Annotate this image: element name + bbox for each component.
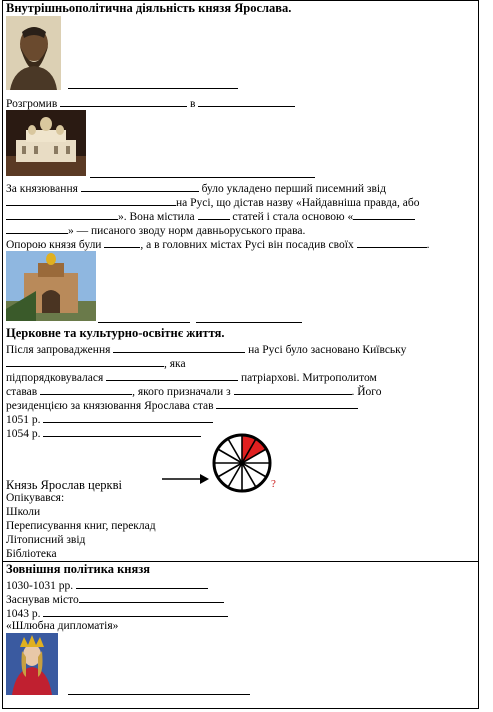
church-support-label: Князь Ярослав церкві (6, 478, 122, 492)
blank-line (90, 177, 315, 178)
paragraph-line: ставав , якого призначали з . Його (6, 386, 382, 398)
paragraph-line: , яка (6, 356, 186, 371)
year-1030-line: 1030-1031 рр. (6, 578, 208, 593)
wheel-diagram (211, 432, 273, 494)
question-mark: ? (271, 478, 276, 490)
paragraph-line: резиденцією за князювання Ярослава став (6, 398, 358, 413)
blank-line (68, 88, 238, 89)
paragraph-line: Опорою князя були , а в головних містах Русі він посадив своїх . (6, 239, 430, 251)
golden-gate-image (6, 251, 96, 321)
arrow-icon (160, 472, 210, 486)
supported-label: Опікувався: (6, 492, 65, 504)
paragraph-line: За князювання було укладено перший писемний звід (6, 183, 386, 195)
founded-city-line: Заснував місто (6, 592, 224, 607)
paragraph-line: на Русі, що дістав назву «Найдавніша правда, або (6, 195, 419, 210)
diplomacy-label: «Шлюбна дипломатія» (6, 620, 119, 632)
heading-internal-policy: Внутрішньополітична діяльність князя Ярослава. (6, 1, 292, 15)
list-item-schools: Школи (6, 506, 41, 518)
year-1054-line: 1054 р. (6, 426, 201, 441)
heading-church-culture: Церковне та культурно-освітнє життя. (6, 326, 225, 340)
blank-line (98, 322, 190, 323)
list-item-library: Бібліотека (6, 548, 57, 560)
paragraph-line: » — писаного зводу норм давньоруського права. (6, 223, 305, 238)
heading-foreign-policy: Зовнішня політика князя (6, 562, 151, 576)
blank-line (68, 694, 250, 695)
paragraph-line: підпорядковувалася патріархові. Митрополитом (6, 372, 377, 384)
year-1043-line: 1043 р. (6, 606, 228, 621)
cathedral-model-image (6, 110, 86, 176)
portrait-princess-image (6, 633, 58, 695)
list-item-chronicle: Літописний звід (6, 534, 86, 546)
year-1051-line: 1051 р. (6, 412, 213, 427)
paragraph-line: Після запровадження на Русі було засновано Київську (6, 344, 407, 356)
razgromyv-line: Розгромив в (6, 96, 295, 111)
paragraph-line: ». Вона містила статей і стала основою « (6, 209, 415, 224)
blank-line (196, 322, 302, 323)
portrait-yaroslav-image (6, 16, 61, 90)
list-item-books: Переписування книг, переклад (6, 520, 156, 532)
